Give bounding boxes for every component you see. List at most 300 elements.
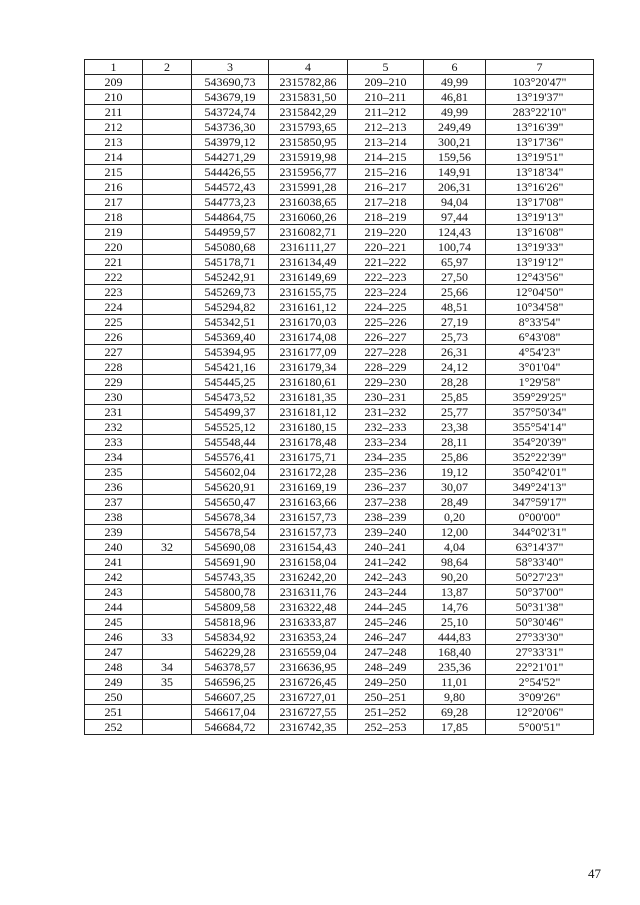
y-coordinate-cell: 2316181,12 — [269, 405, 348, 420]
x-coordinate-cell: 545678,54 — [192, 525, 269, 540]
bearing-cell: 349°24'13" — [486, 480, 594, 495]
group-cell — [143, 135, 192, 150]
point-number-cell: 221 — [85, 255, 143, 270]
point-number-cell: 218 — [85, 210, 143, 225]
distance-cell: 25,66 — [424, 285, 486, 300]
segment-cell: 220–221 — [348, 240, 424, 255]
x-coordinate-cell: 545691,90 — [192, 555, 269, 570]
point-number-cell: 247 — [85, 645, 143, 660]
x-coordinate-cell: 545690,08 — [192, 540, 269, 555]
bearing-cell: 10°34'58" — [486, 300, 594, 315]
group-cell — [143, 330, 192, 345]
group-cell — [143, 240, 192, 255]
segment-cell: 250–251 — [348, 690, 424, 705]
group-cell — [143, 435, 192, 450]
point-number-cell: 213 — [85, 135, 143, 150]
bearing-cell: 354°20'39" — [486, 435, 594, 450]
y-coordinate-cell: 2316181,35 — [269, 390, 348, 405]
point-number-cell: 210 — [85, 90, 143, 105]
x-coordinate-cell: 545269,73 — [192, 285, 269, 300]
y-coordinate-cell: 2316333,87 — [269, 615, 348, 630]
bearing-cell: 13°19'13" — [486, 210, 594, 225]
segment-cell: 249–250 — [348, 675, 424, 690]
x-coordinate-cell: 545473,52 — [192, 390, 269, 405]
group-cell: 35 — [143, 675, 192, 690]
point-number-cell: 248 — [85, 660, 143, 675]
distance-cell: 11,01 — [424, 675, 486, 690]
table-row — [85, 345, 594, 360]
table-row — [85, 435, 594, 450]
segment-cell: 247–248 — [348, 645, 424, 660]
bearing-cell: 13°16'39" — [486, 120, 594, 135]
x-coordinate-cell: 545178,71 — [192, 255, 269, 270]
y-coordinate-cell: 2315793,65 — [269, 120, 348, 135]
bearing-cell: 13°19'51" — [486, 150, 594, 165]
x-coordinate-cell: 545834,92 — [192, 630, 269, 645]
point-number-cell: 244 — [85, 600, 143, 615]
table-row — [85, 495, 594, 510]
group-cell — [143, 345, 192, 360]
y-coordinate-cell: 2316636,95 — [269, 660, 348, 675]
point-number-cell: 243 — [85, 585, 143, 600]
table-row — [85, 210, 594, 225]
bearing-cell: 27°33'31" — [486, 645, 594, 660]
bearing-cell: 3°01'04" — [486, 360, 594, 375]
header-cell: 7 — [486, 60, 594, 75]
group-cell: 32 — [143, 540, 192, 555]
y-coordinate-cell: 2316163,66 — [269, 495, 348, 510]
group-cell — [143, 495, 192, 510]
point-number-cell: 246 — [85, 630, 143, 645]
table-row — [85, 555, 594, 570]
segment-cell: 212–213 — [348, 120, 424, 135]
y-coordinate-cell: 2315850,95 — [269, 135, 348, 150]
segment-cell: 243–244 — [348, 585, 424, 600]
point-number-cell: 234 — [85, 450, 143, 465]
distance-cell: 90,20 — [424, 570, 486, 585]
segment-cell: 236–237 — [348, 480, 424, 495]
point-number-cell: 236 — [85, 480, 143, 495]
distance-cell: 12,00 — [424, 525, 486, 540]
page-number: 47 — [588, 866, 601, 881]
bearing-cell: 50°31'38" — [486, 600, 594, 615]
segment-cell: 241–242 — [348, 555, 424, 570]
bearing-cell: 357°50'34" — [486, 405, 594, 420]
table-row — [85, 225, 594, 240]
segment-cell: 244–245 — [348, 600, 424, 615]
group-cell: 33 — [143, 630, 192, 645]
x-coordinate-cell: 545548,44 — [192, 435, 269, 450]
distance-cell: 94,04 — [424, 195, 486, 210]
y-coordinate-cell: 2316178,48 — [269, 435, 348, 450]
group-cell — [143, 225, 192, 240]
y-coordinate-cell: 2316038,65 — [269, 195, 348, 210]
x-coordinate-cell: 545650,47 — [192, 495, 269, 510]
distance-cell: 65,97 — [424, 255, 486, 270]
distance-cell: 444,83 — [424, 630, 486, 645]
distance-cell: 168,40 — [424, 645, 486, 660]
distance-cell: 0,20 — [424, 510, 486, 525]
point-number-cell: 239 — [85, 525, 143, 540]
y-coordinate-cell: 2316169,19 — [269, 480, 348, 495]
group-cell — [143, 615, 192, 630]
distance-cell: 13,87 — [424, 585, 486, 600]
y-coordinate-cell: 2315919,98 — [269, 150, 348, 165]
table-row — [85, 315, 594, 330]
bearing-cell: 352°22'39" — [486, 450, 594, 465]
y-coordinate-cell: 2316161,12 — [269, 300, 348, 315]
table-row — [85, 120, 594, 135]
point-number-cell: 222 — [85, 270, 143, 285]
distance-cell: 19,12 — [424, 465, 486, 480]
x-coordinate-cell: 546596,25 — [192, 675, 269, 690]
bearing-cell: 13°19'37" — [486, 90, 594, 105]
x-coordinate-cell: 545499,37 — [192, 405, 269, 420]
x-coordinate-cell: 544864,75 — [192, 210, 269, 225]
segment-cell: 240–241 — [348, 540, 424, 555]
x-coordinate-cell: 544426,55 — [192, 165, 269, 180]
y-coordinate-cell: 2316742,35 — [269, 720, 348, 735]
bearing-cell: 350°42'01" — [486, 465, 594, 480]
x-coordinate-cell: 545080,68 — [192, 240, 269, 255]
bearing-cell: 50°30'46" — [486, 615, 594, 630]
group-cell — [143, 120, 192, 135]
bearing-cell: 12°20'06" — [486, 705, 594, 720]
table-row — [85, 405, 594, 420]
segment-cell: 214–215 — [348, 150, 424, 165]
y-coordinate-cell: 2315782,86 — [269, 75, 348, 90]
point-number-cell: 232 — [85, 420, 143, 435]
group-cell — [143, 510, 192, 525]
header-cell: 1 — [85, 60, 143, 75]
point-number-cell: 216 — [85, 180, 143, 195]
point-number-cell: 228 — [85, 360, 143, 375]
header-cell: 5 — [348, 60, 424, 75]
distance-cell: 100,74 — [424, 240, 486, 255]
point-number-cell: 225 — [85, 315, 143, 330]
bearing-cell: 344°02'31" — [486, 525, 594, 540]
group-cell — [143, 645, 192, 660]
distance-cell: 124,43 — [424, 225, 486, 240]
table-row — [85, 585, 594, 600]
x-coordinate-cell: 543724,74 — [192, 105, 269, 120]
group-cell — [143, 105, 192, 120]
table-row — [85, 165, 594, 180]
bearing-cell: 50°27'23" — [486, 570, 594, 585]
y-coordinate-cell: 2316155,75 — [269, 285, 348, 300]
table-row — [85, 300, 594, 315]
point-number-cell: 238 — [85, 510, 143, 525]
segment-cell: 216–217 — [348, 180, 424, 195]
group-cell: 34 — [143, 660, 192, 675]
group-cell — [143, 180, 192, 195]
distance-cell: 49,99 — [424, 75, 486, 90]
table-row — [85, 720, 594, 735]
group-cell — [143, 390, 192, 405]
bearing-cell: 5°00'51" — [486, 720, 594, 735]
distance-cell: 25,73 — [424, 330, 486, 345]
segment-cell: 217–218 — [348, 195, 424, 210]
group-cell — [143, 300, 192, 315]
bearing-cell: 3°09'26" — [486, 690, 594, 705]
segment-cell: 229–230 — [348, 375, 424, 390]
segment-cell: 211–212 — [348, 105, 424, 120]
y-coordinate-cell: 2316174,08 — [269, 330, 348, 345]
x-coordinate-cell: 545743,35 — [192, 570, 269, 585]
bearing-cell: 27°33'30" — [486, 630, 594, 645]
x-coordinate-cell: 545445,25 — [192, 375, 269, 390]
y-coordinate-cell: 2316727,01 — [269, 690, 348, 705]
y-coordinate-cell: 2316111,27 — [269, 240, 348, 255]
distance-cell: 26,31 — [424, 345, 486, 360]
bearing-cell: 347°59'17" — [486, 495, 594, 510]
table-row — [85, 255, 594, 270]
distance-cell: 235,36 — [424, 660, 486, 675]
group-cell — [143, 315, 192, 330]
table-row — [85, 570, 594, 585]
bearing-cell: 13°17'36" — [486, 135, 594, 150]
y-coordinate-cell: 2316179,34 — [269, 360, 348, 375]
group-cell — [143, 450, 192, 465]
group-cell — [143, 420, 192, 435]
table-row — [85, 540, 594, 555]
group-cell — [143, 75, 192, 90]
distance-cell: 28,11 — [424, 435, 486, 450]
group-cell — [143, 720, 192, 735]
group-cell — [143, 210, 192, 225]
y-coordinate-cell: 2316134,49 — [269, 255, 348, 270]
point-number-cell: 237 — [85, 495, 143, 510]
x-coordinate-cell: 546229,28 — [192, 645, 269, 660]
point-number-cell: 242 — [85, 570, 143, 585]
y-coordinate-cell: 2316154,43 — [269, 540, 348, 555]
segment-cell: 210–211 — [348, 90, 424, 105]
x-coordinate-cell: 544773,23 — [192, 195, 269, 210]
bearing-cell: 2°54'52" — [486, 675, 594, 690]
x-coordinate-cell: 545800,78 — [192, 585, 269, 600]
table-row — [85, 75, 594, 90]
segment-cell: 231–232 — [348, 405, 424, 420]
segment-cell: 230–231 — [348, 390, 424, 405]
y-coordinate-cell: 2316322,48 — [269, 600, 348, 615]
y-coordinate-cell: 2316726,45 — [269, 675, 348, 690]
y-coordinate-cell: 2316175,71 — [269, 450, 348, 465]
x-coordinate-cell: 545678,34 — [192, 510, 269, 525]
distance-cell: 25,10 — [424, 615, 486, 630]
bearing-cell: 1°29'58" — [486, 375, 594, 390]
table-row — [85, 180, 594, 195]
segment-cell: 218–219 — [348, 210, 424, 225]
segment-cell: 215–216 — [348, 165, 424, 180]
segment-cell: 245–246 — [348, 615, 424, 630]
segment-cell: 226–227 — [348, 330, 424, 345]
table-row — [85, 90, 594, 105]
group-cell — [143, 465, 192, 480]
distance-cell: 23,38 — [424, 420, 486, 435]
bearing-cell: 13°18'34" — [486, 165, 594, 180]
coordinates-table — [84, 59, 594, 735]
distance-cell: 14,76 — [424, 600, 486, 615]
bearing-cell: 50°37'00" — [486, 585, 594, 600]
y-coordinate-cell: 2316172,28 — [269, 465, 348, 480]
table-row — [85, 360, 594, 375]
point-number-cell: 233 — [85, 435, 143, 450]
distance-cell: 25,85 — [424, 390, 486, 405]
table-row — [85, 645, 594, 660]
segment-cell: 242–243 — [348, 570, 424, 585]
distance-cell: 46,81 — [424, 90, 486, 105]
group-cell — [143, 570, 192, 585]
x-coordinate-cell: 545620,91 — [192, 480, 269, 495]
group-cell — [143, 525, 192, 540]
distance-cell: 49,99 — [424, 105, 486, 120]
table-row — [85, 615, 594, 630]
y-coordinate-cell: 2316082,71 — [269, 225, 348, 240]
bearing-cell: 13°17'08" — [486, 195, 594, 210]
group-cell — [143, 585, 192, 600]
table-row — [85, 195, 594, 210]
point-number-cell: 245 — [85, 615, 143, 630]
group-cell — [143, 285, 192, 300]
point-number-cell: 226 — [85, 330, 143, 345]
distance-cell: 30,07 — [424, 480, 486, 495]
distance-cell: 4,04 — [424, 540, 486, 555]
bearing-cell: 359°29'25" — [486, 390, 594, 405]
segment-cell: 223–224 — [348, 285, 424, 300]
point-number-cell: 214 — [85, 150, 143, 165]
y-coordinate-cell: 2315831,50 — [269, 90, 348, 105]
y-coordinate-cell: 2316242,20 — [269, 570, 348, 585]
segment-cell: 221–222 — [348, 255, 424, 270]
x-coordinate-cell: 545809,58 — [192, 600, 269, 615]
segment-cell: 234–235 — [348, 450, 424, 465]
table-row — [85, 285, 594, 300]
group-cell — [143, 165, 192, 180]
bearing-cell: 0°00'00" — [486, 510, 594, 525]
table-row — [85, 705, 594, 720]
x-coordinate-cell: 545576,41 — [192, 450, 269, 465]
segment-cell: 251–252 — [348, 705, 424, 720]
distance-cell: 28,28 — [424, 375, 486, 390]
distance-cell: 17,85 — [424, 720, 486, 735]
segment-cell: 209–210 — [348, 75, 424, 90]
x-coordinate-cell: 546607,25 — [192, 690, 269, 705]
distance-cell: 25,77 — [424, 405, 486, 420]
bearing-cell: 63°14'37" — [486, 540, 594, 555]
table-row — [85, 135, 594, 150]
header-cell: 6 — [424, 60, 486, 75]
x-coordinate-cell: 543736,30 — [192, 120, 269, 135]
distance-cell: 25,86 — [424, 450, 486, 465]
x-coordinate-cell: 545242,91 — [192, 270, 269, 285]
point-number-cell: 249 — [85, 675, 143, 690]
point-number-cell: 211 — [85, 105, 143, 120]
y-coordinate-cell: 2316158,04 — [269, 555, 348, 570]
table-row — [85, 330, 594, 345]
segment-cell: 235–236 — [348, 465, 424, 480]
point-number-cell: 220 — [85, 240, 143, 255]
table-row — [85, 525, 594, 540]
y-coordinate-cell: 2316060,26 — [269, 210, 348, 225]
segment-cell: 224–225 — [348, 300, 424, 315]
table-row — [85, 690, 594, 705]
y-coordinate-cell: 2316311,76 — [269, 585, 348, 600]
x-coordinate-cell: 543979,12 — [192, 135, 269, 150]
y-coordinate-cell: 2316157,73 — [269, 525, 348, 540]
bearing-cell: 58°33'40" — [486, 555, 594, 570]
point-number-cell: 215 — [85, 165, 143, 180]
bearing-cell: 6°43'08" — [486, 330, 594, 345]
segment-cell: 227–228 — [348, 345, 424, 360]
x-coordinate-cell: 545294,82 — [192, 300, 269, 315]
y-coordinate-cell: 2316559,04 — [269, 645, 348, 660]
x-coordinate-cell: 545394,95 — [192, 345, 269, 360]
x-coordinate-cell: 543679,19 — [192, 90, 269, 105]
segment-cell: 219–220 — [348, 225, 424, 240]
point-number-cell: 223 — [85, 285, 143, 300]
x-coordinate-cell: 545342,51 — [192, 315, 269, 330]
x-coordinate-cell: 545421,16 — [192, 360, 269, 375]
segment-cell: 225–226 — [348, 315, 424, 330]
x-coordinate-cell: 544959,57 — [192, 225, 269, 240]
point-number-cell: 250 — [85, 690, 143, 705]
table-row — [85, 450, 594, 465]
x-coordinate-cell: 546617,04 — [192, 705, 269, 720]
segment-cell: 213–214 — [348, 135, 424, 150]
group-cell — [143, 705, 192, 720]
y-coordinate-cell: 2316180,15 — [269, 420, 348, 435]
group-cell — [143, 270, 192, 285]
bearing-cell: 13°16'26" — [486, 180, 594, 195]
x-coordinate-cell: 543690,73 — [192, 75, 269, 90]
y-coordinate-cell: 2316727,55 — [269, 705, 348, 720]
x-coordinate-cell: 545369,40 — [192, 330, 269, 345]
y-coordinate-cell: 2315956,77 — [269, 165, 348, 180]
segment-cell: 248–249 — [348, 660, 424, 675]
point-number-cell: 252 — [85, 720, 143, 735]
bearing-cell: 355°54'14" — [486, 420, 594, 435]
bearing-cell: 12°04'50" — [486, 285, 594, 300]
y-coordinate-cell: 2315842,29 — [269, 105, 348, 120]
distance-cell: 249,49 — [424, 120, 486, 135]
y-coordinate-cell: 2316170,03 — [269, 315, 348, 330]
group-cell — [143, 255, 192, 270]
table-row — [85, 150, 594, 165]
header-cell: 2 — [143, 60, 192, 75]
x-coordinate-cell: 545602,04 — [192, 465, 269, 480]
bearing-cell: 12°43'56" — [486, 270, 594, 285]
point-number-cell: 240 — [85, 540, 143, 555]
point-number-cell: 212 — [85, 120, 143, 135]
group-cell — [143, 375, 192, 390]
distance-cell: 98,64 — [424, 555, 486, 570]
point-number-cell: 217 — [85, 195, 143, 210]
group-cell — [143, 150, 192, 165]
table-row — [85, 375, 594, 390]
table-row — [85, 420, 594, 435]
point-number-cell: 231 — [85, 405, 143, 420]
y-coordinate-cell: 2316149,69 — [269, 270, 348, 285]
table-row — [85, 270, 594, 285]
distance-cell: 206,31 — [424, 180, 486, 195]
group-cell — [143, 480, 192, 495]
table-row — [85, 105, 594, 120]
point-number-cell: 235 — [85, 465, 143, 480]
bearing-cell: 8°33'54" — [486, 315, 594, 330]
distance-cell: 48,51 — [424, 300, 486, 315]
table-row — [85, 600, 594, 615]
group-cell — [143, 600, 192, 615]
